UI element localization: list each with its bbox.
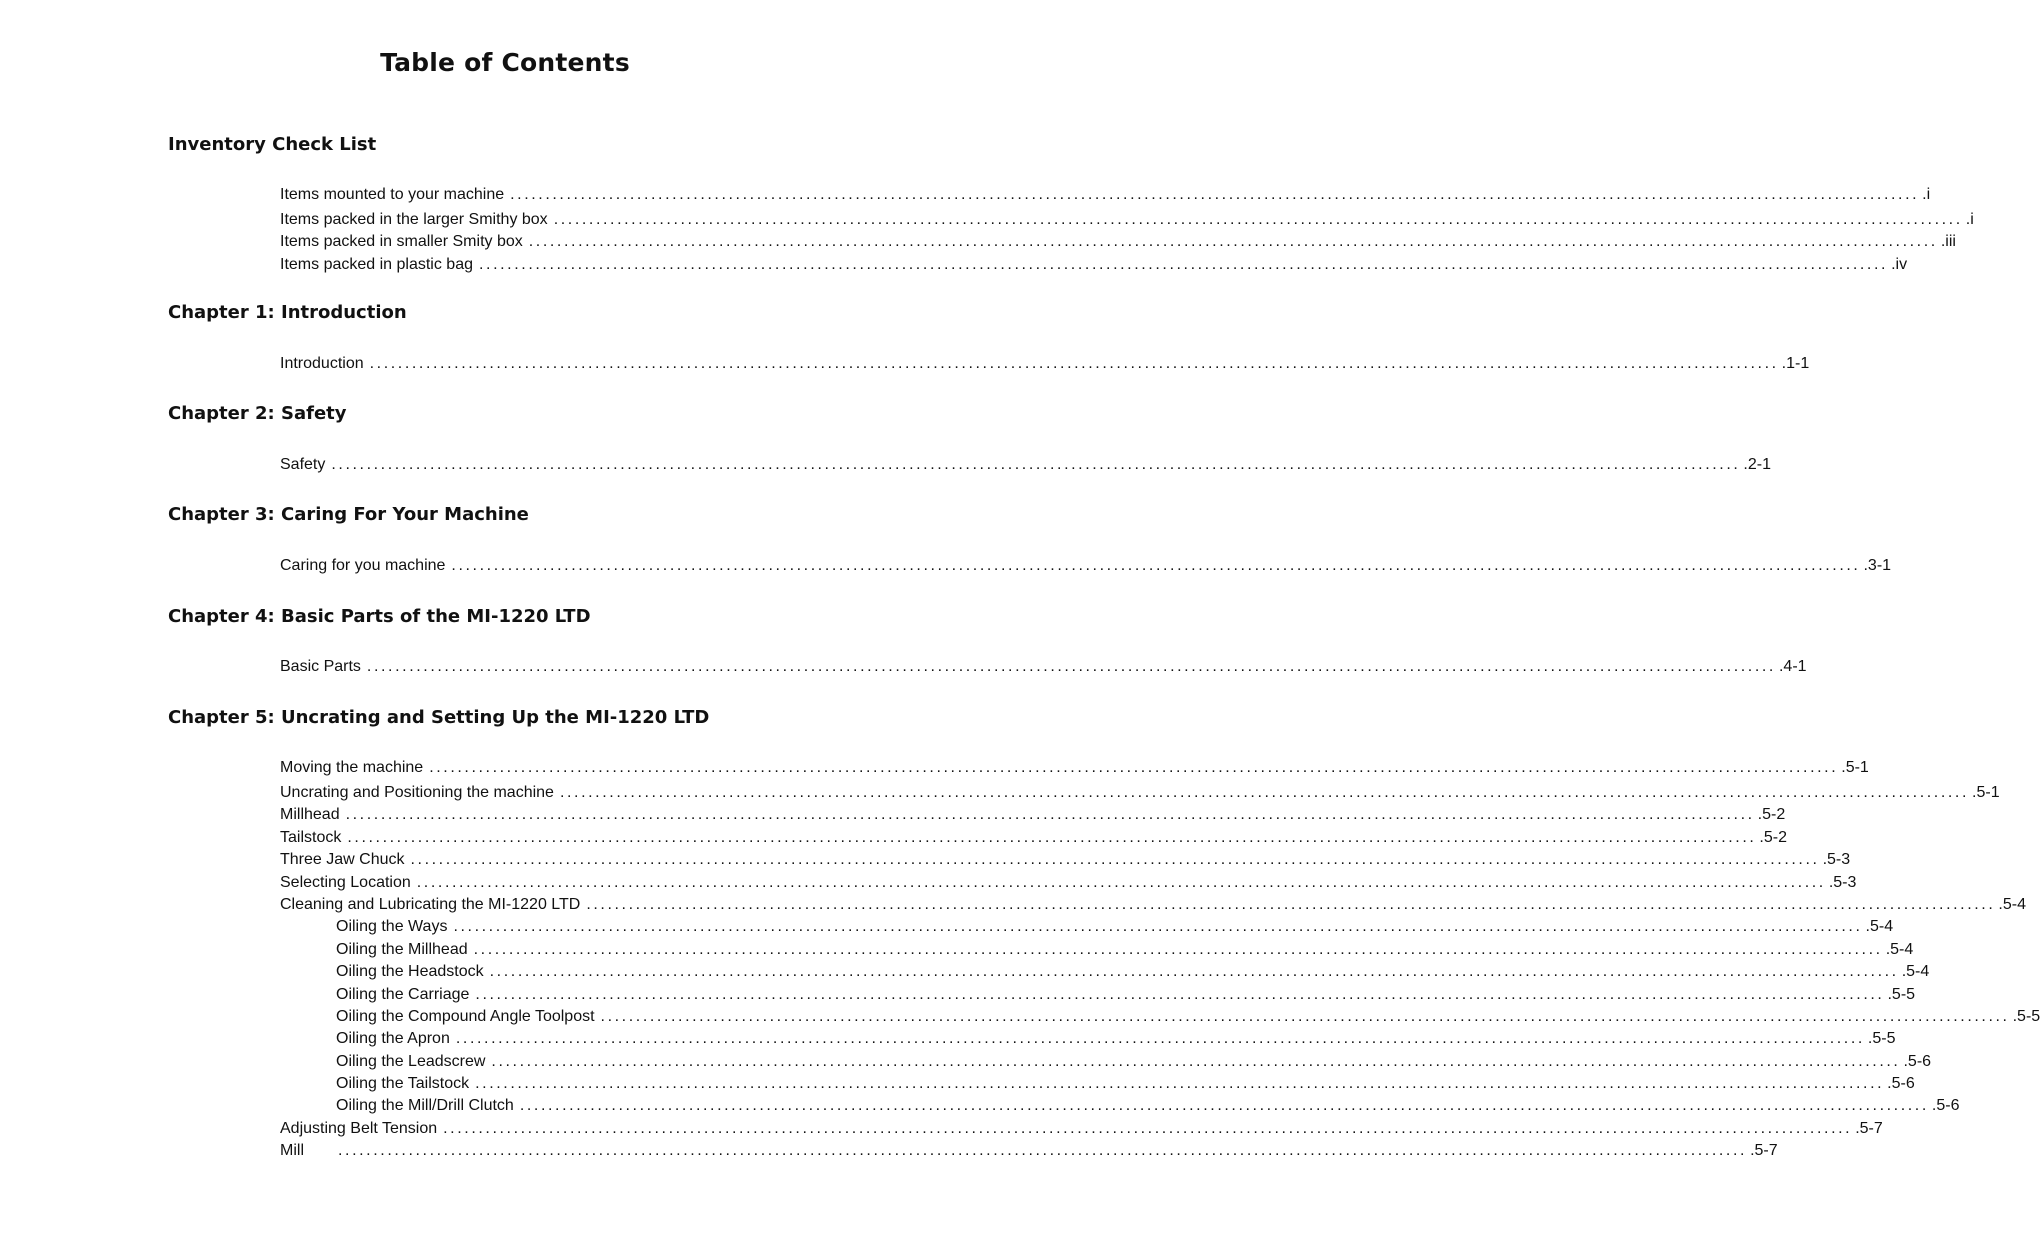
toc-entry[interactable] [280, 211, 1974, 233]
toc-entry-label: Items packed in plastic bag [280, 255, 473, 273]
toc-entry-label: Oiling the Ways [336, 918, 448, 936]
toc-entry-label: Caring for you machine [280, 557, 446, 574]
dot-leader: ........................................................................................................................................................................................................ [519, 1097, 1929, 1115]
toc-entry-page: .iv [1891, 255, 1908, 273]
toc-entry-label: Three Jaw Chuck [280, 851, 405, 869]
dot-leader: ........................................................................................................................................................................................................ [528, 233, 1938, 251]
toc-entry-page: .5-4 [1901, 963, 1930, 981]
toc-entry[interactable] [280, 1119, 1883, 1142]
toc-entry-page: .4-1 [1778, 658, 1807, 675]
toc-entry-page: .5-2 [1757, 806, 1786, 824]
toc-entry[interactable] [280, 1007, 2040, 1030]
toc-entry-label: Moving the machine [280, 759, 424, 776]
toc-entry-page: .5-3 [1828, 873, 1857, 891]
toc-entry[interactable] [280, 963, 1930, 985]
toc-entry-page: .3-1 [1863, 557, 1892, 574]
toc-entry[interactable] [280, 658, 1807, 680]
dot-leader: ........................................................................................................................................................................................................ [429, 759, 1839, 776]
toc-entry-label: Oiling the Carriage [336, 985, 470, 1003]
toc-entry[interactable] [280, 1097, 1960, 1119]
toc-entry-label: Mill [280, 1142, 304, 1160]
toc-entry[interactable] [280, 985, 1916, 1008]
toc-entry-label: Introduction [280, 355, 364, 372]
toc-entry[interactable] [280, 851, 1851, 873]
dot-leader: ........................................................................................................................................................................................................ [345, 806, 1755, 824]
dot-leader: ........................................................................................................................................................................................................ [600, 1007, 2010, 1025]
toc-entry-page: .5-4 [1998, 895, 2026, 913]
toc-entry-page: .1-1 [1781, 355, 1810, 372]
dot-leader: ........................................................................................................................................................................................................ [331, 456, 1741, 473]
dot-leader: ........................................................................................................................................................................................................ [475, 985, 1885, 1003]
toc-entry-label: Oiling the Tailstock [336, 1075, 470, 1093]
toc-entry-label: Oiling the Headstock [336, 963, 484, 981]
dot-leader: ........................................................................................................................................................................................................ [553, 211, 1963, 228]
toc-entry-label: Items packed in the larger Smithy box [280, 211, 548, 228]
toc-entry[interactable] [280, 940, 1914, 963]
toc-entry[interactable] [280, 1052, 1932, 1075]
section-heading-chapter-4: Chapter 4: Basic Parts of the MI-1220 LTD [168, 606, 591, 627]
toc-entry-label: Tailstock [280, 828, 342, 846]
dot-leader: ........................................................................................................................................................................................................ [491, 1052, 1901, 1070]
toc-entry-page: .5-6 [1903, 1052, 1932, 1070]
dot-leader: ........................................................................................................................................................................................................ [455, 1030, 1865, 1048]
toc-entry[interactable] [280, 233, 1956, 255]
toc-entry[interactable] [280, 828, 1787, 851]
dot-leader: ........................................................................................................................................................................................................ [338, 1142, 1748, 1160]
section-heading-chapter-5: Chapter 5: Uncrating and Setting Up the MI-1220 LTD [168, 707, 710, 728]
dot-leader: ........................................................................................................................................................................................................ [510, 186, 1920, 203]
toc-list-chapter-5 [280, 759, 2040, 1165]
toc-entry-label: Adjusting Belt Tension [280, 1119, 438, 1137]
dot-leader: ........................................................................................................................................................................................................ [347, 828, 1757, 846]
toc-entry[interactable] [280, 918, 1894, 940]
toc-entry-page: .5-6 [1931, 1097, 1960, 1115]
page-title: Table of Contents [380, 48, 630, 77]
toc-entry-page: .i [1922, 186, 1931, 203]
dot-leader: ........................................................................................................................................................................................................ [559, 784, 1970, 801]
dot-leader: ........................................................................................................................................................................................................ [416, 873, 1826, 891]
toc-entry-page: .2-1 [1743, 456, 1771, 473]
toc-entry[interactable] [280, 1075, 1915, 1097]
section-heading-inventory: Inventory Check List [168, 134, 377, 155]
toc-entry-label: Items mounted to your machine [280, 186, 505, 203]
toc-entry-page: .5-6 [1887, 1075, 1915, 1093]
toc-entry-page: .5-5 [2012, 1007, 2040, 1025]
toc-entry-label: Uncrating and Positioning the machine [280, 784, 554, 801]
toc-entry[interactable] [280, 255, 1908, 278]
toc-entry[interactable] [280, 456, 1771, 478]
toc-entry-page: .5-4 [1865, 918, 1894, 936]
toc-entry-page: .5-2 [1759, 828, 1787, 846]
toc-entry-label: Millhead [280, 806, 340, 824]
toc-entry-label: Oiling the Mill/Drill Clutch [336, 1097, 514, 1115]
dot-leader: ........................................................................................................................................................................................................ [410, 851, 1820, 869]
toc-entry[interactable] [280, 806, 1786, 828]
dot-leader: ........................................................................................................................................................................................................ [479, 255, 1889, 273]
toc-entry-label: Safety [280, 456, 326, 473]
toc-entry-label: Items packed in smaller Smity box [280, 233, 523, 251]
toc-entry-label: Oiling the Leadscrew [336, 1052, 486, 1070]
dot-leader: ........................................................................................................................................................................................................ [473, 940, 1883, 958]
dot-leader: ........................................................................................................................................................................................................ [475, 1075, 1885, 1093]
toc-entry-label: Basic Parts [280, 658, 361, 675]
dot-leader: ........................................................................................................................................................................................................ [451, 557, 1861, 574]
toc-entry-label: Oiling the Apron [336, 1030, 450, 1048]
dot-leader: ........................................................................................................................................................................................................ [453, 918, 1863, 936]
toc-list-chapter-4 [280, 658, 1807, 680]
toc-entry-label: Cleaning and Lubricating the MI-1220 LTD [280, 895, 581, 913]
toc-entry-page: .i [1965, 211, 1974, 228]
toc-entry-page: .iii [1940, 233, 1956, 251]
toc-entry-page: .5-5 [1887, 985, 1916, 1003]
toc-entry-label: Oiling the Millhead [336, 940, 468, 958]
toc-entry-page: .5-5 [1867, 1030, 1896, 1048]
toc-entry-page: .5-4 [1885, 940, 1914, 958]
section-heading-chapter-1: Chapter 1: Introduction [168, 302, 407, 323]
toc-entry-label: Oiling the Compound Angle Toolpost [336, 1007, 595, 1025]
toc-entry[interactable] [280, 1030, 1896, 1052]
toc-entry[interactable] [280, 186, 1931, 211]
dot-leader: ........................................................................................................................................................................................................ [443, 1119, 1853, 1137]
toc-entry[interactable] [280, 759, 1869, 784]
toc-list-chapter-1 [280, 355, 1810, 377]
toc-list-chapter-2 [280, 456, 1771, 478]
section-heading-chapter-3: Chapter 3: Caring For Your Machine [168, 504, 529, 525]
toc-entry[interactable] [280, 355, 1810, 377]
dot-leader: ........................................................................................................................................................................................................ [366, 658, 1776, 675]
toc-entry-page: .5-1 [1972, 784, 2000, 801]
dot-leader: ........................................................................................................................................................................................................ [586, 895, 1996, 913]
toc-entry[interactable] [280, 784, 2000, 806]
dot-leader: ........................................................................................................................................................................................................ [369, 355, 1779, 372]
toc-list-inventory [280, 186, 1974, 278]
toc-entry[interactable] [280, 873, 1857, 896]
toc-entry-page: .5-1 [1841, 759, 1869, 776]
toc-list-chapter-3 [280, 557, 1892, 579]
toc-entry[interactable] [280, 557, 1892, 579]
toc-entry-page: .5-3 [1822, 851, 1851, 869]
toc-entry[interactable] [280, 1142, 1778, 1164]
dot-leader: ........................................................................................................................................................................................................ [489, 963, 1899, 981]
toc-entry-label: Selecting Location [280, 873, 411, 891]
toc-entry-page: .5-7 [1855, 1119, 1883, 1137]
toc-entry-page: .5-7 [1750, 1142, 1778, 1160]
toc-entry[interactable] [280, 895, 2026, 918]
section-heading-chapter-2: Chapter 2: Safety [168, 403, 347, 424]
